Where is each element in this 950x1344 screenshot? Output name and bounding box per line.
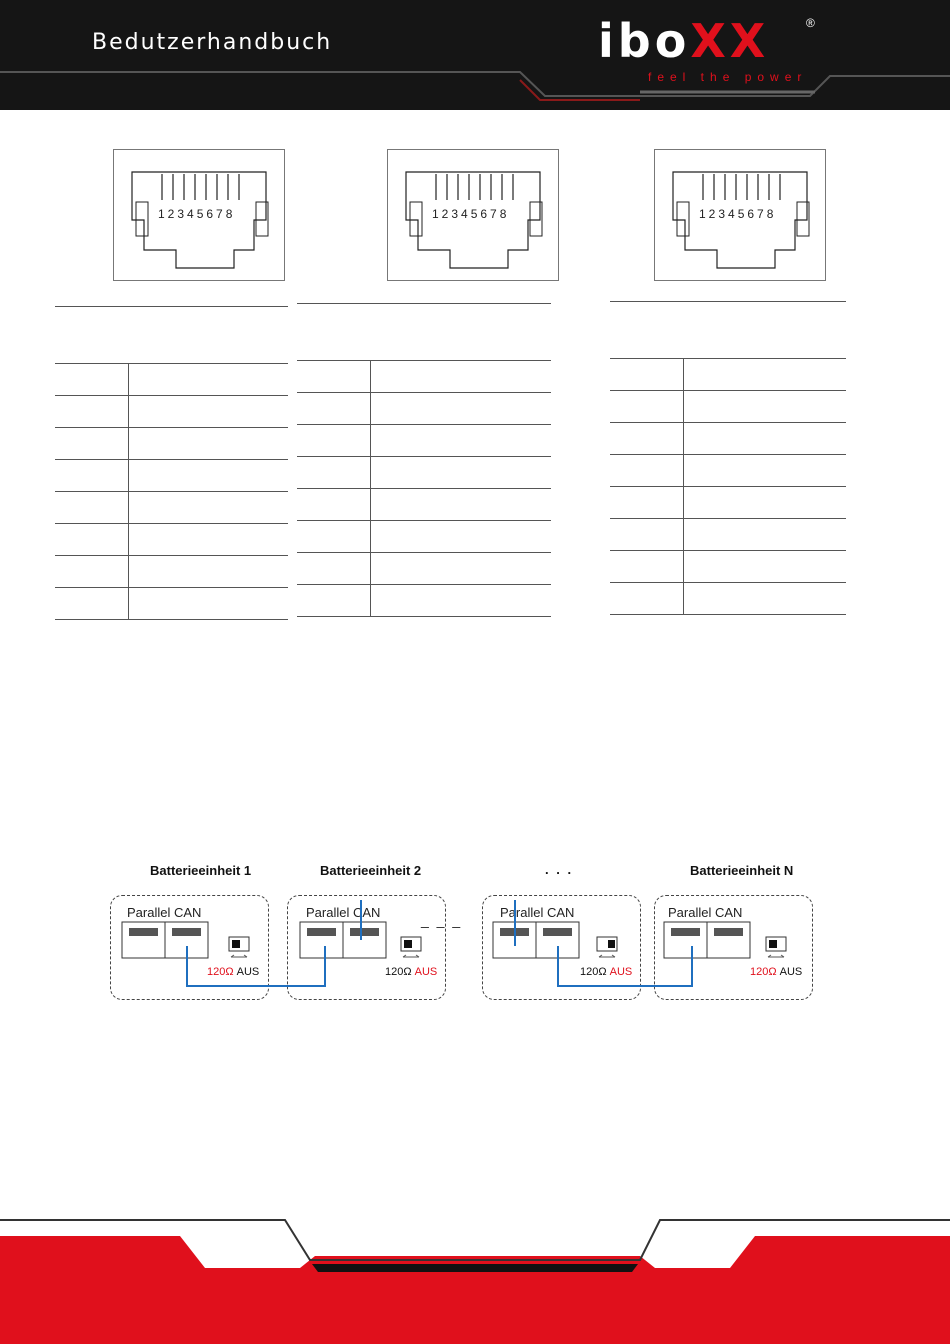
unit-n-off: AUS — [779, 966, 803, 978]
logo-accent: XX — [690, 14, 770, 68]
parallel-can-label-3: Parallel CAN — [500, 905, 575, 920]
unit-1-off: AUS — [236, 966, 260, 978]
table-row — [610, 391, 846, 423]
table-row — [610, 551, 846, 583]
table-row — [297, 361, 551, 393]
table-row — [610, 583, 846, 615]
parallel-can-label-1: Parallel CAN — [127, 905, 202, 920]
unit-label-2: Batterieeinheit 2 — [320, 863, 422, 878]
table-row — [610, 359, 846, 391]
pin-table-3 — [610, 301, 846, 615]
document-title: Bedutzerhandbuch — [92, 30, 333, 55]
unit-1-ohm: 120Ω — [207, 966, 234, 978]
table-row — [610, 487, 846, 519]
unit-3-off: AUS — [609, 966, 633, 978]
brand-tagline: feel the power — [648, 70, 808, 84]
rj45-port-drawing-2 — [387, 149, 559, 281]
unit-2-switch-labels — [385, 966, 437, 978]
table-row — [55, 588, 288, 620]
unit-3-switch-labels — [580, 966, 632, 978]
unit-3-ohm: 120Ω — [580, 966, 607, 978]
table-row — [55, 524, 288, 556]
pin-table-2 — [297, 303, 551, 617]
table-row — [55, 460, 288, 492]
unit-n-ohm: 120Ω — [750, 966, 777, 978]
table-row — [610, 519, 846, 551]
unit-2-off: AUS — [414, 966, 438, 978]
page-footer — [0, 1208, 950, 1344]
table-row — [55, 428, 288, 460]
table-row — [610, 423, 846, 455]
rj45-port-drawing-1 — [113, 149, 285, 281]
pin-table-3-header — [610, 302, 846, 359]
table-row — [55, 396, 288, 428]
rj45-pin-numbers-3: 12345678 — [699, 207, 777, 221]
table-row — [297, 489, 551, 521]
unit-label-n: Batterieeinheit N — [690, 863, 794, 878]
rj45-port-drawing-3 — [654, 149, 826, 281]
table-row — [297, 553, 551, 585]
pin-table-1-header — [55, 307, 288, 364]
unit-label-1: Batterieeinheit 1 — [150, 863, 252, 878]
table-row — [55, 556, 288, 588]
table-row — [55, 364, 288, 396]
registered-mark: ® — [806, 16, 815, 30]
rj45-pin-numbers-1: 12345678 — [158, 207, 236, 221]
table-row — [297, 585, 551, 617]
pin-table-2-header — [297, 304, 551, 361]
unit-2-ohm: 120Ω — [385, 966, 412, 978]
unit-1-switch-labels — [207, 966, 259, 978]
table-row — [610, 455, 846, 487]
can-wiring-diagram — [0, 900, 950, 1010]
rj45-pin-numbers-2: 12345678 — [432, 207, 510, 221]
table-row — [297, 393, 551, 425]
table-row — [297, 521, 551, 553]
page-header — [0, 0, 950, 110]
unit-n-switch-labels — [750, 966, 802, 978]
pin-table-1 — [55, 306, 288, 620]
table-row — [55, 492, 288, 524]
table-row — [297, 425, 551, 457]
table-row — [297, 457, 551, 489]
chain-continuation: _ _ _ — [421, 912, 463, 928]
logo-main: ibo — [598, 14, 691, 68]
parallel-can-label-n: Parallel CAN — [668, 905, 743, 920]
units-ellipsis: . . . — [545, 862, 574, 877]
parallel-can-label-2: Parallel CAN — [306, 905, 381, 920]
brand-logo — [598, 14, 770, 68]
